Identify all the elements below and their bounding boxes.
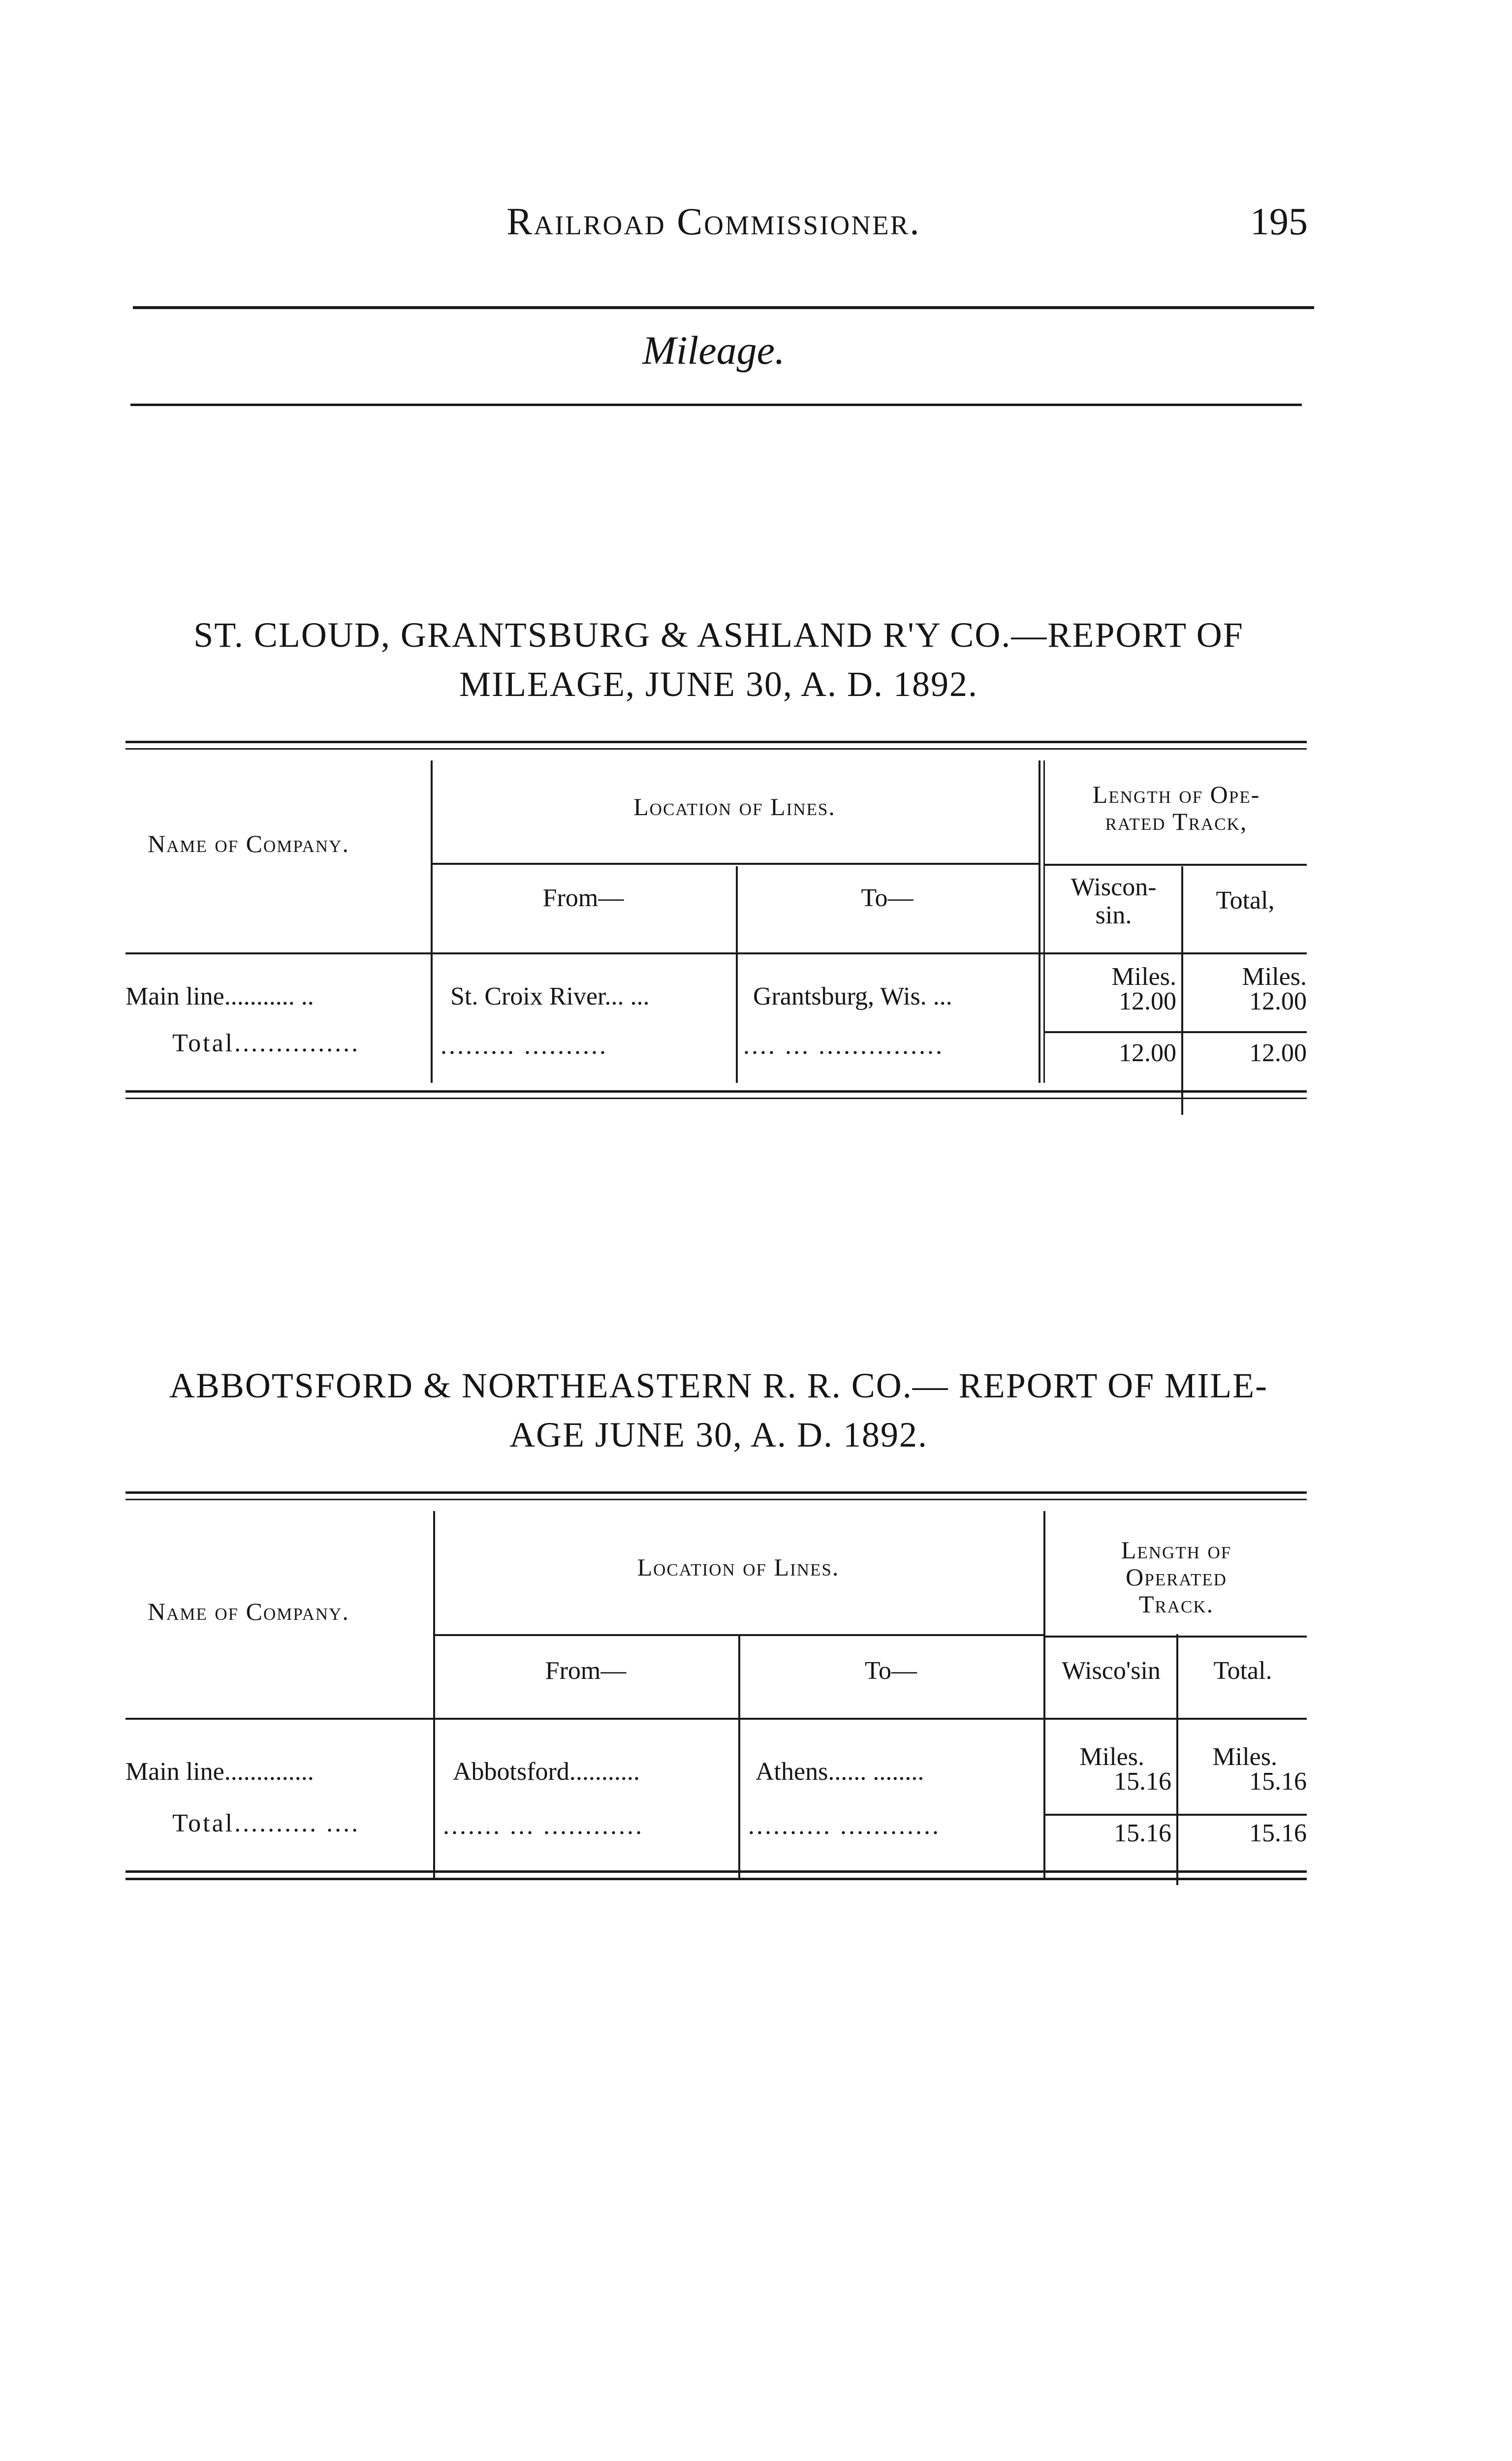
row-name: Main line........... .. bbox=[126, 982, 314, 1010]
total-wisconsin: 12.00 bbox=[1119, 1039, 1176, 1067]
header-from: From— bbox=[545, 1657, 627, 1685]
column-divider bbox=[1043, 760, 1045, 1083]
table-rule bbox=[126, 748, 1307, 750]
total-to: .... ... ............... bbox=[743, 1032, 944, 1060]
header-name-of-company: Name of Company. bbox=[148, 830, 349, 857]
header-length-group: Length of bbox=[1121, 1536, 1232, 1564]
table-rule bbox=[126, 741, 1307, 743]
column-divider bbox=[1039, 760, 1040, 1083]
row-total: 12.00 bbox=[1249, 987, 1307, 1015]
header-length-group: Length of Ope- bbox=[1092, 781, 1260, 808]
row-name: Main line.............. bbox=[126, 1758, 314, 1786]
header-to: To— bbox=[861, 884, 914, 912]
total-total: 12.00 bbox=[1249, 1039, 1307, 1067]
total-rule bbox=[1043, 1814, 1307, 1816]
header-wisconsin: sin. bbox=[1095, 901, 1132, 929]
row-from: Abbotsford........... bbox=[453, 1758, 640, 1786]
header-rule-top bbox=[133, 306, 1314, 309]
header-from: From— bbox=[542, 884, 624, 912]
header-rule bbox=[1043, 864, 1307, 866]
table-rule bbox=[126, 1870, 1307, 1873]
header-wisconsin: Wiscon- bbox=[1071, 873, 1157, 901]
section-title: Mileage. bbox=[642, 328, 785, 373]
header-rule bbox=[431, 863, 1039, 865]
header-total: Total, bbox=[1216, 886, 1275, 915]
table-rule bbox=[126, 1090, 1307, 1093]
report-title-line: AGE JUNE 30, A. D. 1892. bbox=[509, 1415, 928, 1454]
total-label: Total............... bbox=[172, 1029, 360, 1057]
total-total: 15.16 bbox=[1249, 1819, 1307, 1847]
header-rule bbox=[126, 952, 1307, 954]
report-title bbox=[123, 610, 1314, 709]
row-total-unit: Miles. bbox=[1212, 1743, 1277, 1771]
running-head: Railroad Commissioner. bbox=[506, 200, 921, 243]
row-total-unit: Miles. bbox=[1242, 963, 1307, 991]
total-from: ......... .......... bbox=[441, 1032, 608, 1060]
column-divider bbox=[1176, 1634, 1178, 1885]
mileage-table bbox=[126, 741, 1307, 1115]
header-wisconsin: Wisco'sin bbox=[1062, 1657, 1161, 1685]
row-wisconsin-unit: Miles. bbox=[1111, 963, 1176, 991]
header-length-group: Track. bbox=[1138, 1590, 1214, 1618]
table-rule bbox=[126, 1098, 1307, 1099]
total-from: ....... ... ............ bbox=[443, 1812, 644, 1840]
report-title bbox=[123, 1361, 1314, 1459]
report-title-line: MILEAGE, JUNE 30, A. D. 1892. bbox=[459, 664, 978, 704]
header-total: Total. bbox=[1213, 1657, 1272, 1685]
header-rule bbox=[126, 1718, 1307, 1720]
row-wisconsin-unit: Miles. bbox=[1079, 1743, 1144, 1771]
total-rule bbox=[1043, 1031, 1307, 1033]
header-name-of-company: Name of Company. bbox=[148, 1598, 349, 1625]
header-location-of-lines: Location of Lines. bbox=[633, 793, 836, 820]
header-rule-bottom bbox=[130, 404, 1302, 406]
row-wisconsin: 12.00 bbox=[1119, 987, 1176, 1015]
row-to: Athens...... ........ bbox=[756, 1758, 924, 1786]
total-label: Total.......... .... bbox=[172, 1809, 360, 1837]
row-from: St. Croix River... ... bbox=[450, 982, 650, 1010]
header-length-group: rated Track, bbox=[1105, 808, 1248, 835]
total-wisconsin: 15.16 bbox=[1114, 1819, 1171, 1847]
report-title-line: ABBOTSFORD & NORTHEASTERN R. R. CO.— REPORT OF MILE- bbox=[169, 1366, 1268, 1405]
table-rule bbox=[126, 1491, 1307, 1494]
mileage-table bbox=[126, 1491, 1307, 1895]
header-rule bbox=[1043, 1636, 1307, 1638]
header-length-group: Operated bbox=[1126, 1563, 1227, 1591]
column-divider bbox=[1043, 1511, 1045, 1878]
table-rule bbox=[126, 1499, 1307, 1500]
row-to: Grantsburg, Wis. ... bbox=[753, 982, 952, 1010]
page-number: 195 bbox=[1250, 200, 1308, 243]
total-to: .......... ............ bbox=[748, 1812, 941, 1840]
row-total: 15.16 bbox=[1249, 1767, 1307, 1796]
column-divider bbox=[1181, 866, 1183, 1115]
header-rule bbox=[433, 1634, 1043, 1636]
header-to: To— bbox=[864, 1657, 917, 1685]
table-rule bbox=[126, 1878, 1307, 1880]
header-location-of-lines: Location of Lines. bbox=[637, 1553, 840, 1581]
row-wisconsin: 15.16 bbox=[1114, 1767, 1171, 1796]
report-title-line: ST. CLOUD, GRANTSBURG & ASHLAND R'Y CO.—REPORT OF bbox=[193, 615, 1244, 655]
